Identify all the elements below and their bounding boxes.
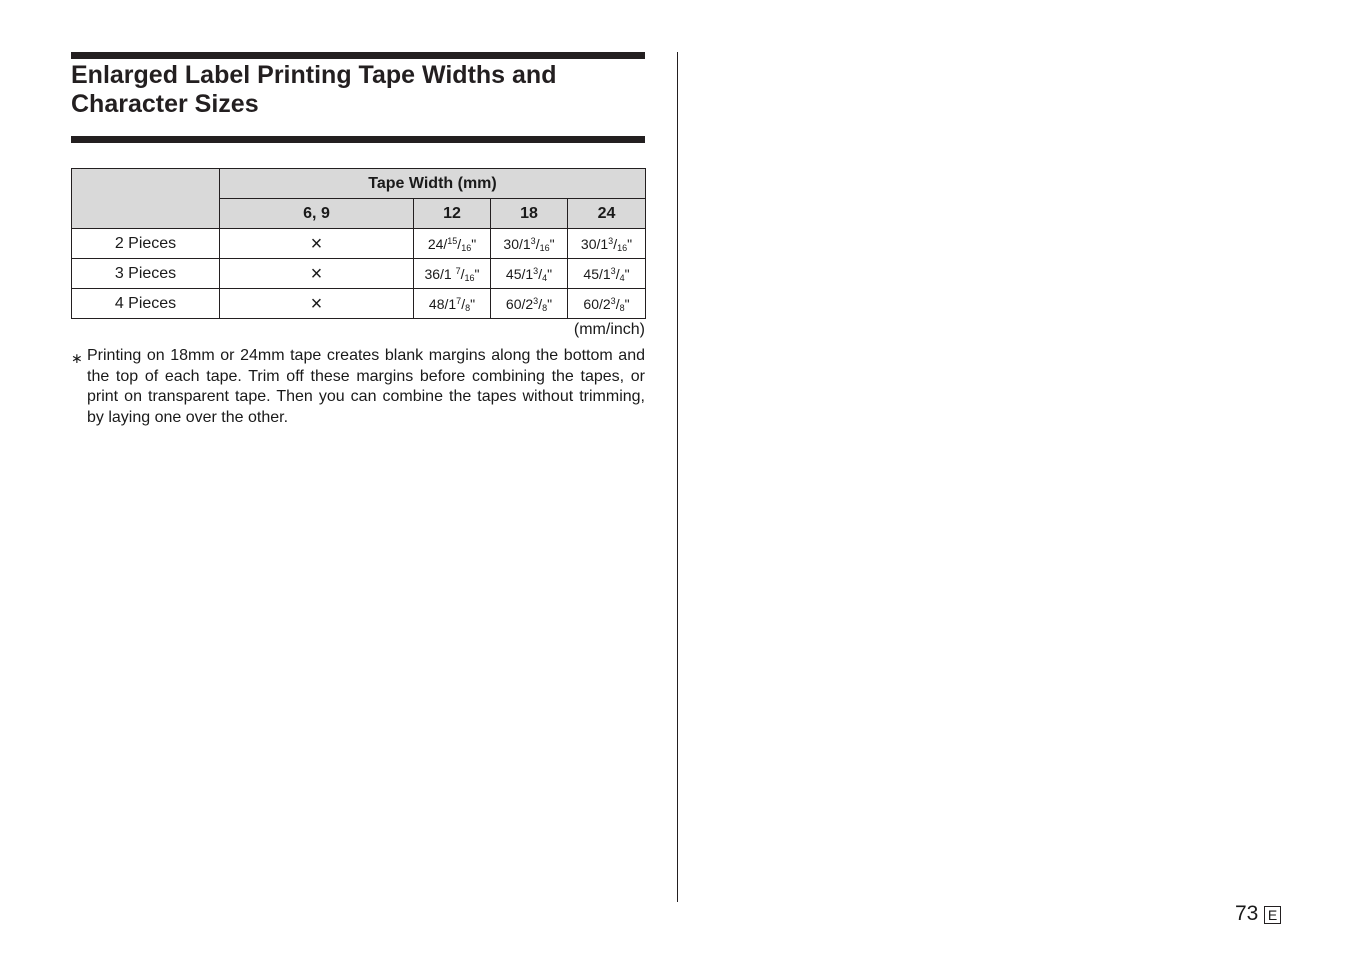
table-cell: 36/1 $^7/_{16}$"	[414, 259, 491, 289]
language-badge: E	[1264, 906, 1281, 924]
table-cell: $45/1^3/_4$"	[491, 259, 568, 289]
column-header: 12	[414, 199, 491, 229]
tape-width-table	[71, 168, 646, 319]
table-cell: $45/1^3/_4$"	[568, 259, 646, 289]
table-row	[72, 259, 646, 289]
footnote	[71, 346, 645, 428]
column-header: 6, 9	[220, 199, 414, 229]
table-cell: $60/2^3/_8$"	[491, 289, 568, 319]
table-corner-cell	[72, 169, 220, 229]
not-available-cell: ×	[220, 229, 414, 259]
not-available-cell: ×	[220, 289, 414, 319]
table-cell: $30/1^3/_{16}$"	[568, 229, 646, 259]
column-divider	[677, 52, 678, 902]
tape-width-header: Tape Width (mm)	[220, 169, 646, 199]
asterisk-icon: ∗	[71, 350, 83, 366]
footnote-text: Printing on 18mm or 24mm tape creates blank margins along the bottom and the top of each tape. Trim off these margins before combining the tapes, or print on transparent tape. Then you can combine the tapes without trimming, by laying one over the other.	[87, 347, 645, 426]
not-available-cell: ×	[220, 259, 414, 289]
row-label: 3 Pieces	[72, 259, 220, 289]
table-cell: $30/1^3/_{16}$"	[491, 229, 568, 259]
table-row	[72, 289, 646, 319]
column-header: 24	[568, 199, 646, 229]
table-header-row	[72, 169, 646, 199]
title-bottom-rule	[71, 136, 645, 143]
table-row	[72, 229, 646, 259]
page-number: 73	[1235, 902, 1259, 925]
row-label: 4 Pieces	[72, 289, 220, 319]
unit-note: (mm/inch)	[573, 321, 645, 338]
row-label: 2 Pieces	[72, 229, 220, 259]
table-cell: $24/^{15}/_{16}$"	[414, 229, 491, 259]
page-title: Enlarged Label Printing Tape Widths and Character Sizes	[71, 61, 557, 118]
column-header: 18	[491, 199, 568, 229]
table-cell: $48/1^7/_8$"	[414, 289, 491, 319]
table-cell: $60/2^3/_8$"	[568, 289, 646, 319]
title-top-rule	[71, 52, 645, 59]
